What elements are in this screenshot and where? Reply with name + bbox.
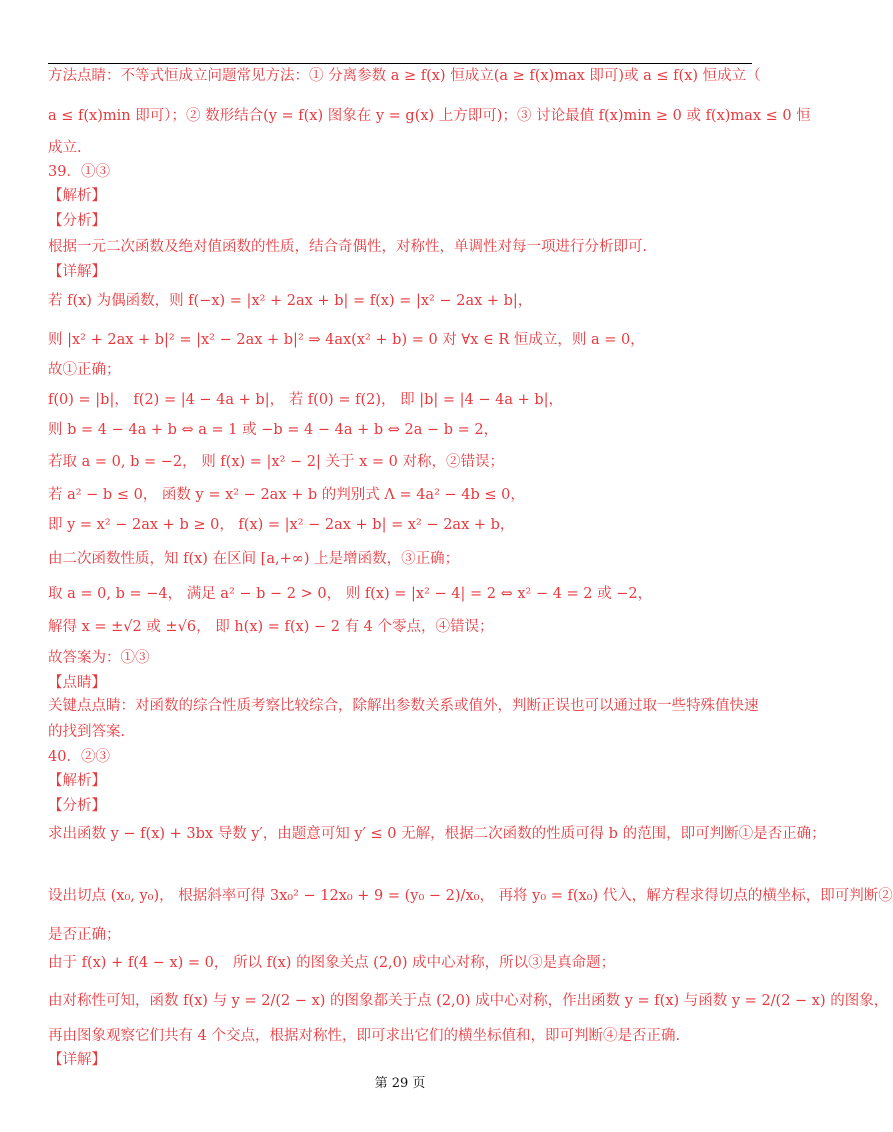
text-line: 故①正确； [48,362,121,378]
text-line: 的找到答案. [48,724,126,740]
text-line: 方法点睛：不等式恒成立问题常见方法：① 分离参数 a ≥ f(x) 恒成立(a ≥ f(x)max 即可)或 a ≤ f(x) 恒成立（ [48,68,761,84]
text-line: 设出切点 (x₀, y₀)， 根据斜率可得 3x₀² − 12x₀ + 9 = (y₀ − 2)/x₀， 再将 y₀ = f(x₀) 代入，解方程求得切点的横坐标，即可判断② [48,888,893,904]
section-label: 【解析】 [48,773,106,789]
section-label: 【分析】 [48,213,106,229]
text-line: 若 f(x) 为偶函数，则 f(−x) = |x² + 2ax + b| = f(x) = |x² − 2ax + b|， [48,293,533,309]
page-number: 第 29 页 [374,1076,426,1091]
text-line: 由对称性可知，函数 f(x) 与 y = 2/(2 − x) 的图象都关于点 (2,0) 成中心对称，作出函数 y = f(x) 与函数 y = 2/(2 − x) 的图象， [48,993,889,1009]
text-line: 由于 f(x) + f(4 − x) = 0， 所以 f(x) 的图象关点 (2,0) 成中心对称，所以③是真命题； [48,955,616,971]
text-line: 若取 a = 0, b = −2， 则 f(x) = |x² − 2| 关于 x = 0 对称，②错误； [48,454,504,470]
section-label: 【详解】 [48,264,106,280]
text-line: 由二次函数性质，知 f(x) 在区间 [a,+∞) 上是增函数，③正确； [48,551,460,567]
text-line: 根据一元二次函数及绝对值函数的性质，结合奇偶性，对称性，单调性对每一项进行分析即可. [48,239,648,255]
header-rule [48,63,752,64]
section-label: 【分析】 [48,798,106,814]
section-label: 【详解】 [48,1052,106,1068]
text-line: 则 b = 4 − 4a + b ⇔ a = 1 或 −b = 4 − 4a + b ⇔ 2a − b = 2， [48,422,499,438]
text-line: 成立. [48,140,82,156]
text-line: 取 a = 0, b = −4， 满足 a² − b − 2 > 0， 则 f(x) = |x² − 4| = 2 ⇔ x² − 4 = 2 或 −2， [48,586,653,602]
answer-heading: 39．①③ [48,164,110,180]
text-line: 即 y = x² − 2ax + b ≥ 0， f(x) = |x² − 2ax + b| = x² − 2ax + b， [48,517,515,533]
text-line: 是否正确； [48,927,121,943]
text-line: 若 a² − b ≤ 0， 函数 y = x² − 2ax + b 的判别式 Λ = 4a² − 4b ≤ 0， [48,487,525,503]
answer-heading: 40．②③ [48,749,110,765]
text-line: 求出函数 y − f(x) + 3bx 导数 y′，由题意可知 y′ ≤ 0 无解，根据二次函数的性质可得 b 的范围，即可判断①是否正确； [48,826,826,842]
section-label: 【解析】 [48,188,106,204]
text-line: 关键点点睛：对函数的综合性质考察比较综合，除解出参数关系或值外，判断正误也可以通过取一些特殊值快速 [48,698,759,714]
text-line: 再由图象观察它们共有 4 个交点，根据对称性，即可求出它们的横坐标值和，即可判断④是否正确. [48,1028,681,1044]
text-line: f(0) = |b|， f(2) = |4 − 4a + b|， 若 f(0) = f(2)， 即 |b| = |4 − 4a + b|， [48,392,564,408]
text-line: a ≤ f(x)min 即可）；② 数形结合(y = f(x) 图象在 y = g(x) 上方即可)；③ 讨论最值 f(x)min ≥ 0 或 f(x)max ≤ 0 恒 [48,108,811,124]
text-line: 则 |x² + 2ax + b|² = |x² − 2ax + b|² ⇒ 4ax(x² + b) = 0 对 ∀x ∈ R 恒成立，则 a = 0， [48,332,645,348]
section-label: 【点睛】 [48,675,106,691]
text-line: 故答案为：①③ [48,650,150,666]
text-line: 解得 x = ±√2 或 ±√6， 即 h(x) = f(x) − 2 有 4 个零点，④错误； [48,619,494,635]
